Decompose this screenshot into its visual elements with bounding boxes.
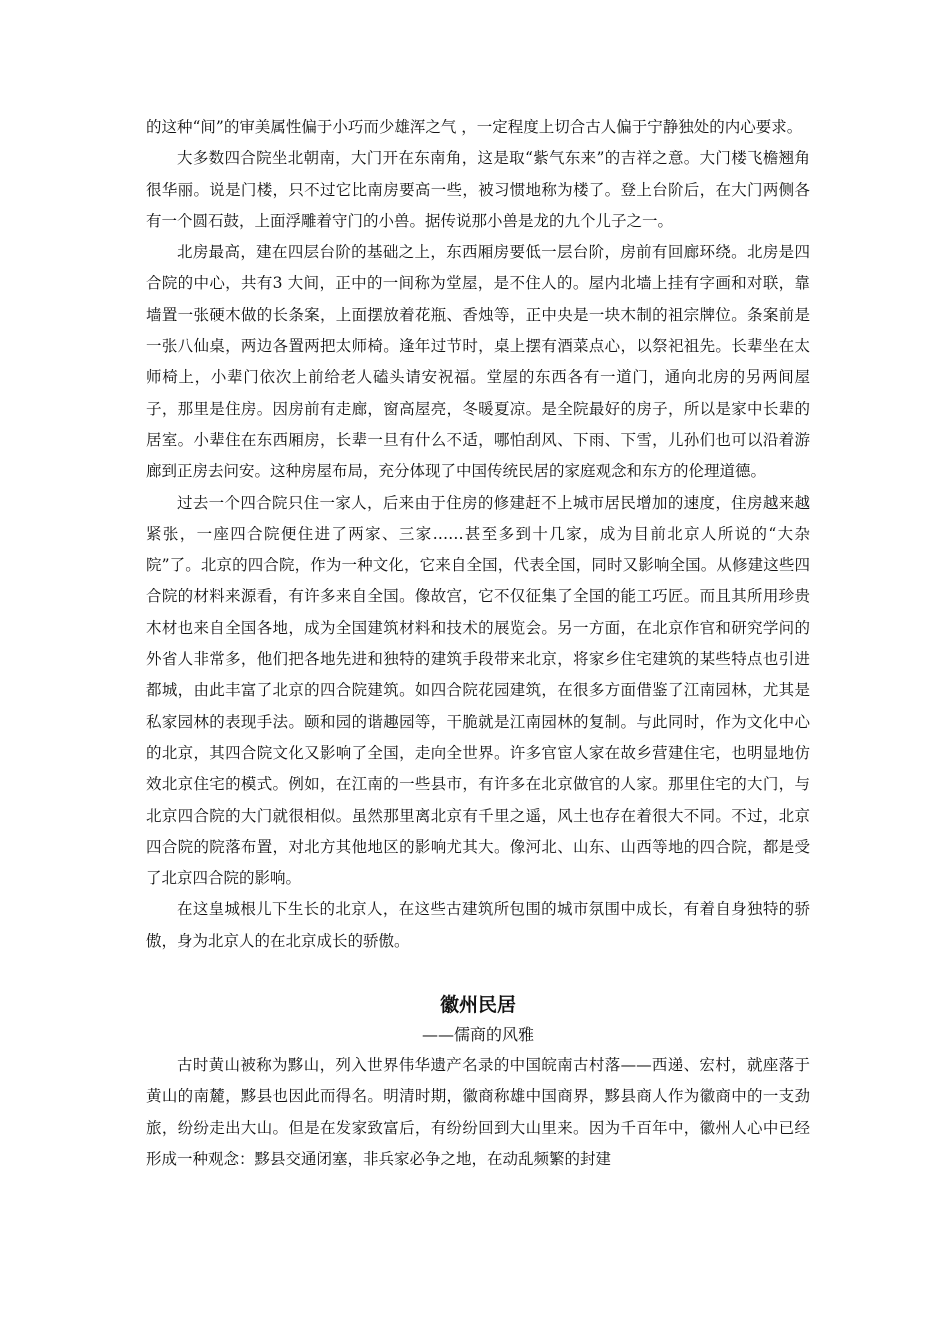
section-subtitle: ——儒商的风雅	[421, 1025, 534, 1045]
paragraph-courtyard-history: 过去一个四合院只住一家人，后来由于住房的修建赶不上城市居民增加的速度，住房越来越紧张，一座四合院便住进了两家、三家……甚至多到十几家，成为目前北京人所说的“大杂院”了。北京的四合院，作为一种文化，它来自全国，代表全国，同时又影响全国。从修建这些四合院的材料来源看，有许多来自全国。像故宫，它不仅征集了全国的能工巧匠。而且其所用珍贵木材也来自全国各地，成为全国建筑材料和技术的展览会。另一方面，在北京作官和研究学问的外省人非常多，他们把各地先进和独特的建筑手段带来北京，将家乡住宅建筑的某些特点也引进都城，由此丰富了北京的四合院建筑。如四合院花园建筑，在很多方面借鉴了江南园林，尤其是私家园林的表现手法。颐和园的谐趣园等，干脆就是江南园林的复制。与此同时，作为文化中心的北京，其四合院文化又影响了全国，走向全世界。许多官宦人家在故乡营建住宅，也明显地仿效北京住宅的模式。例如，在江南的一些县市，有许多在北京做官的人家。那里住宅的大门，与北京四合院的大门就很相似。虽然那里离北京有千里之遥，风土也存在着很大不同。不过，北京四合院的院落布置，对北方其他地区的影响尤其大。像河北、山东、山西等地的四合院，都是受了北京四合院的影响。	[146, 493, 810, 888]
document-page	[146, 112, 810, 1175]
paragraph-beijing-pride: 在这皇城根儿下生长的北京人，在这些古建筑所包围的城市氛围中成长，有着自身独特的骄傲，身为北京人的在北京成长的骄傲。	[146, 900, 810, 950]
paragraph-gate: 大多数四合院坐北朝南，大门开在东南角，这是取“紫气东来”的吉祥之意。大门楼飞檐翘角很华丽。说是门楼，只不过它比南房要高一些，被习惯地称为楼了。登上台阶后，在大门两侧各有一个圆石鼓，上面浮雕着守门的小兽。据传说那小兽是龙的九个儿子之一。	[146, 149, 810, 230]
section-spacer	[146, 957, 810, 990]
section-title: 徽州民居	[439, 994, 516, 1017]
paragraph-huizhou: 古时黄山被称为黟山，列入世界伟华遗产名录的中国皖南古村落——西递、宏村，就座落于黄山的南麓，黟县也因此而得名。明清时期，徽商称雄中国商界，黟县商人作为徽商中的一支劲旅，纷纷走出大山。但是在发家致富后，有纷纷回到大山里来。因为千百年中，徽州人心中已经形成一种观念：黟县交通闭塞，非兵家必争之地，在动乱频繁的封建	[146, 1056, 810, 1168]
paragraph-north-house: 北房最高，建在四层台阶的基础之上，东西厢房要低一层台阶，房前有回廊环绕。北房是四合院的中心，共有3 大间，正中的一间称为堂屋，是不住人的。屋内北墙上挂有字画和对联，靠墙置一张硬木做的长条案，上面摆放着花瓶、香烛等，正中央是一块木制的祖宗牌位。条案前是一张八仙桌，两边各置两把太师椅。逢年过节时，桌上摆有酒菜点心，以祭祀祖先。长辈坐在太师椅上，小辈门依次上前给老人磕头请安祝福。堂屋的东西各有一道门，通向北房的另两间屋子，那里是住房。因房前有走廊，窗高屋亮，冬暖夏凉。是全院最好的房子，所以是家中长辈的居室。小辈住在东西厢房，长辈一旦有什么不适，哪怕刮风、下雨、下雪，儿孙们也可以沿着游廊到正房去问安。这种房屋布局，充分体现了中国传统民居的家庭观念和东方的伦理道德。	[146, 243, 810, 481]
paragraph-continuation: 的这种“间”的审美属性偏于小巧而少雄浑之气 ，一定程度上切合古人偏于宁静独处的内心要求。	[146, 118, 803, 136]
